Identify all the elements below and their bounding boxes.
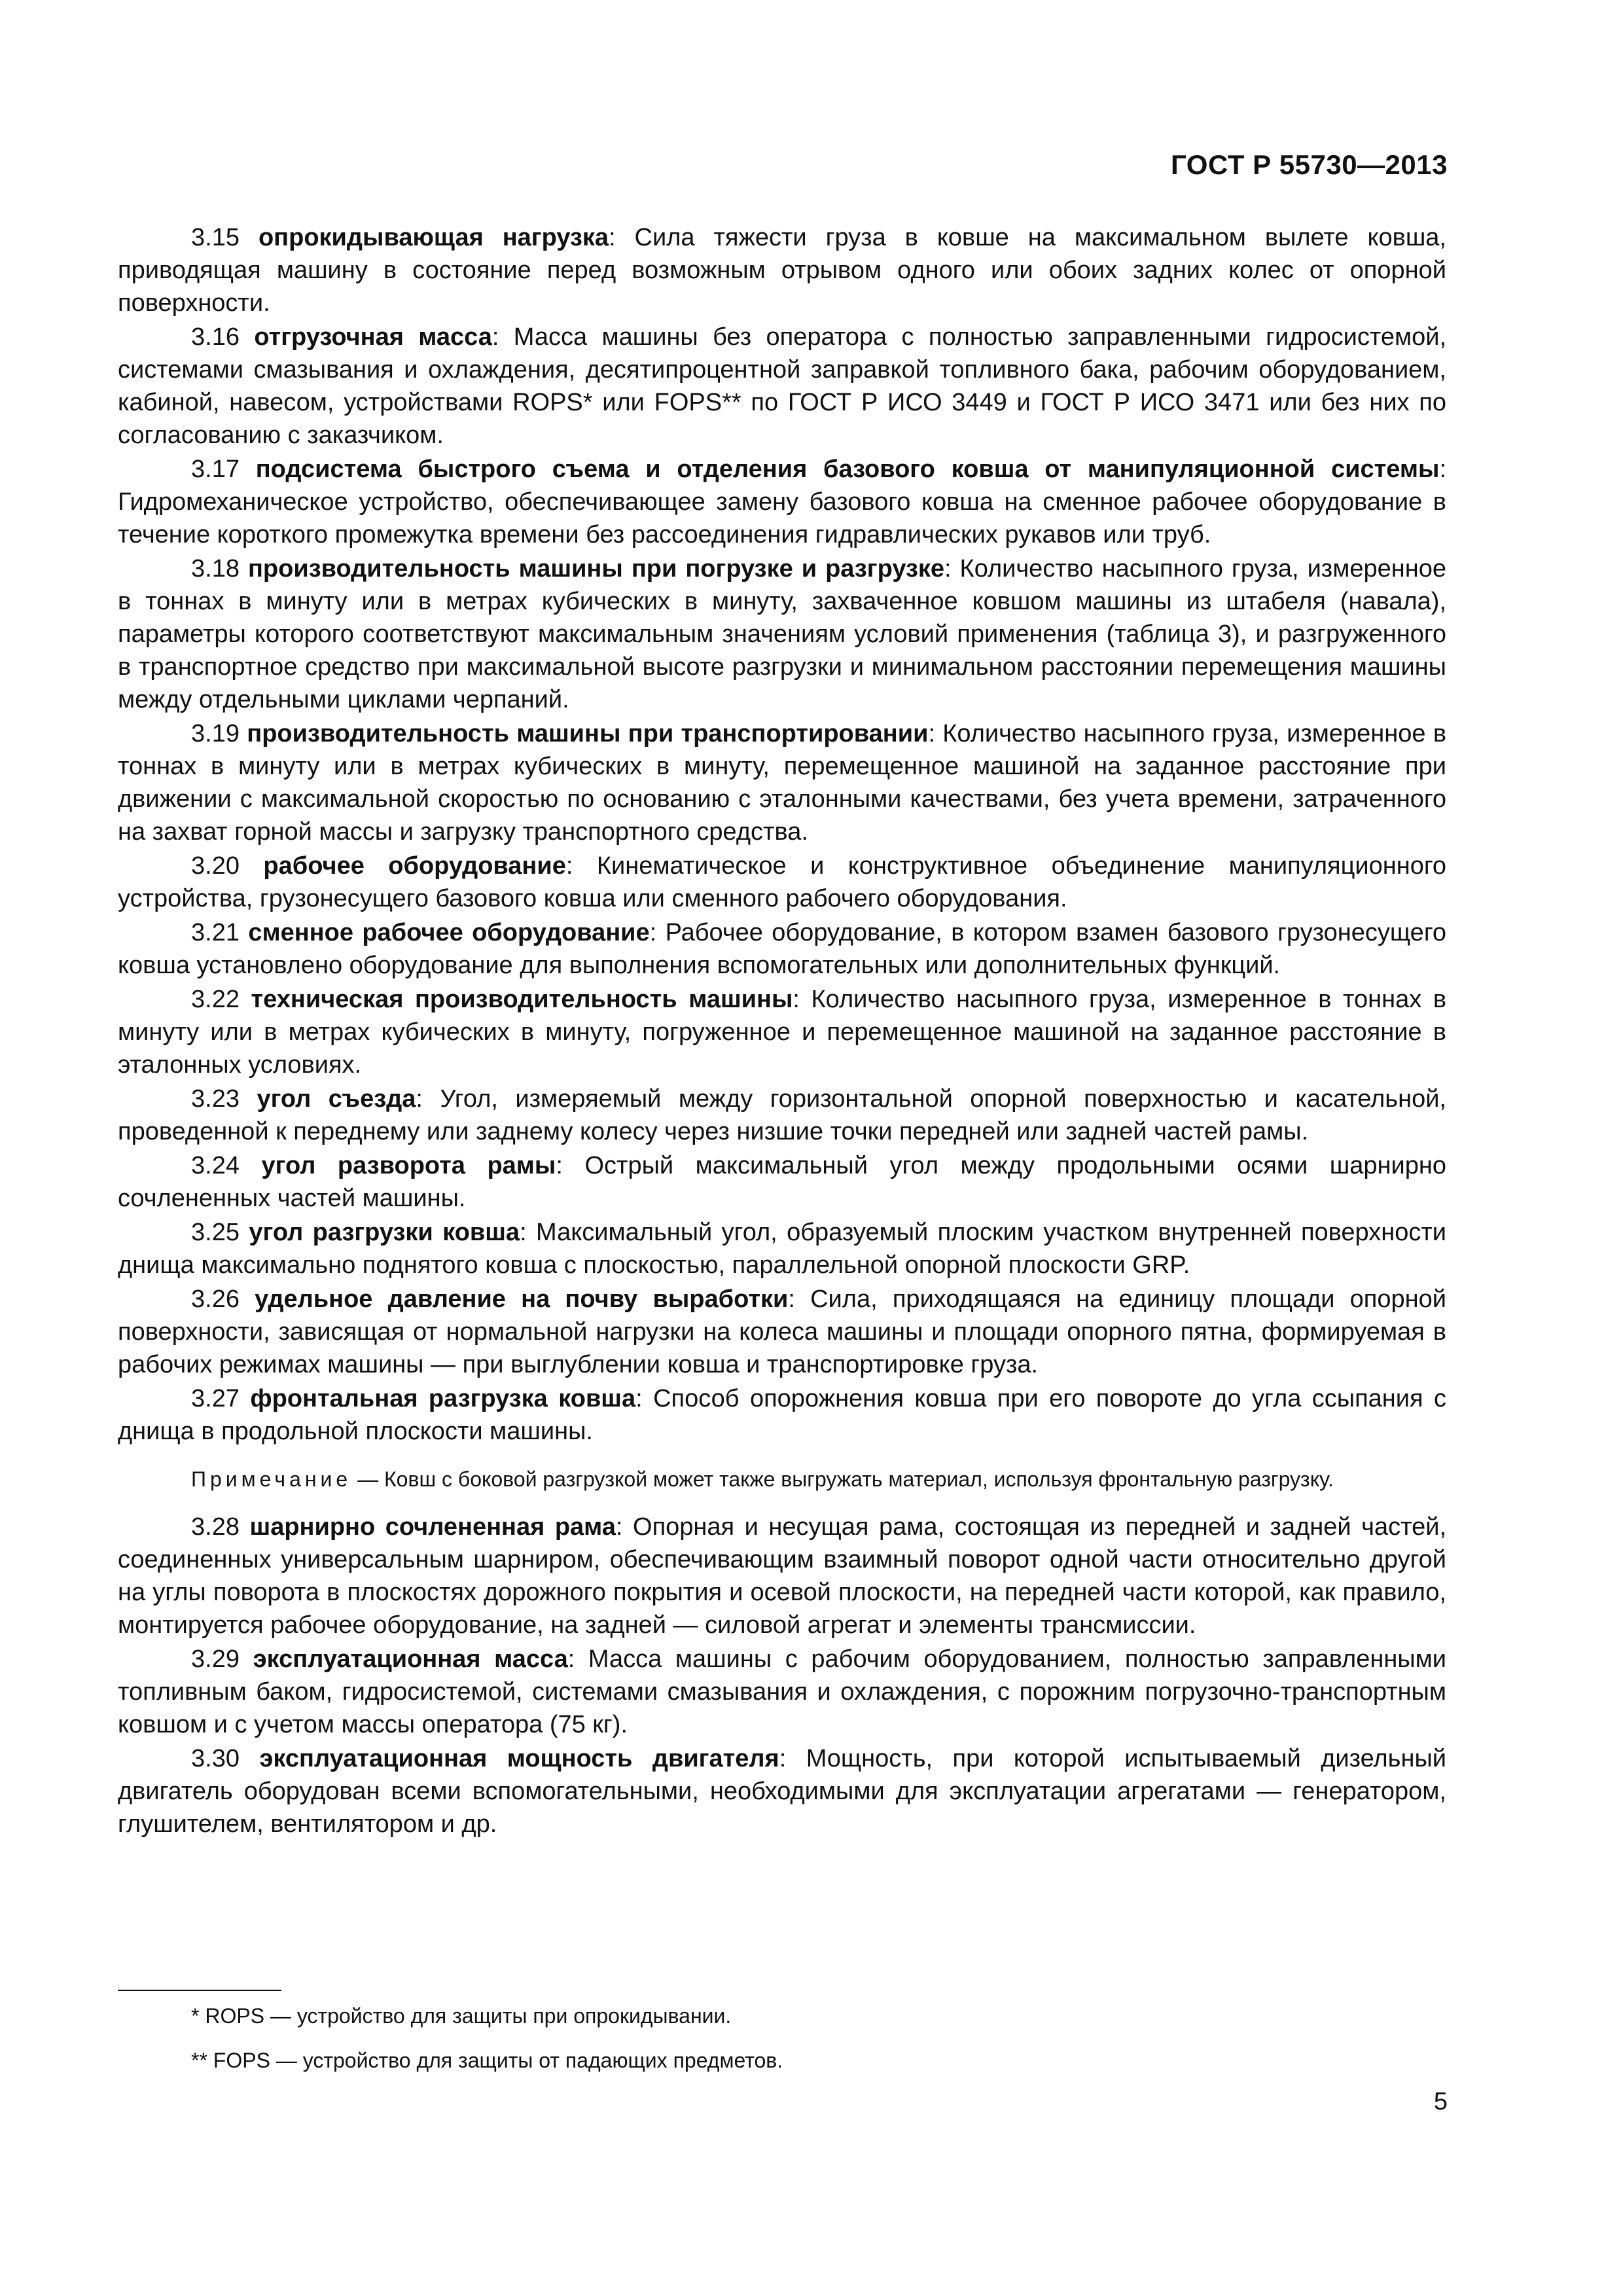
term-name: эксплуатационная мощность двигателя xyxy=(259,1745,779,1772)
term-definition: : Острый максимальный угол между продольными осями шарнирно сочлененных частей машины. xyxy=(118,1152,1446,1212)
term-definition: : Опорная и несущая рама, состоящая из передней и задней частей, соединенных универсальным шарниром, обеспечивающим взаимный поворот одной части относительно другой на углы поворота в плоскостях дорожного покрытия и осевой плоскости, на передней части которой, как правило, монтируется рабочее оборудование, на задней — силовой агрегат и элементы трансмиссии. xyxy=(118,1513,1446,1639)
term-definition: : Максимальный угол, образуемый плоским участком внутренней поверхности днища максимально поднятого ковша с плоскостью, параллельной опорной плоскости GRP. xyxy=(118,1219,1447,1279)
term-entry xyxy=(118,1643,1446,1741)
terms-list xyxy=(118,221,1446,1448)
term-number: 3.17 xyxy=(191,456,240,483)
term-entry xyxy=(118,983,1446,1081)
term-number: 3.21 xyxy=(191,919,240,946)
term-definition: : Количество насыпного груза, измеренное в тоннах в минуту или в метрах кубических в минуту, погруженное и перемещенное машиной на заданное расстояние в эталонных условиях. xyxy=(118,986,1447,1079)
term-name: угол разворота рамы xyxy=(261,1152,556,1179)
term-definition: : Сила, приходящаяся на единицу площади опорной поверхности, зависящая от нормальной нагрузки на колеса машины и площади опорного пятна, формируемая в рабочих режимах машины — при выглублении ковша и транспортировке груза. xyxy=(118,1285,1446,1378)
term-entry xyxy=(118,717,1446,848)
term-definition: : Количество насыпного груза, измеренное в тоннах в минуту или в метрах кубических в минуту, захваченное ковшом машины из штабеля (навала), параметры которого соответствуют максимальным значениям условий применения (таблица 3), и разгруженного в транспортное средство при максимальной высоте разгрузки и минимальном расстоянии перемещения машины между отдельными циклами черпаний. xyxy=(118,555,1446,713)
term-name: техническая производительность машины xyxy=(251,986,793,1013)
term-number: 3.16 xyxy=(191,323,240,351)
term-entry xyxy=(118,321,1446,452)
term-name: фронтальная разгрузка ковша xyxy=(250,1385,636,1412)
footnote xyxy=(118,2046,1446,2075)
page-number: 5 xyxy=(1433,2088,1448,2115)
terms-list-continued xyxy=(118,1511,1446,1840)
term-number: 3.19 xyxy=(191,720,240,747)
document-body xyxy=(118,221,1446,1842)
term-entry xyxy=(118,1083,1446,1148)
term-definition: : Рабочее оборудование, в котором взамен базового грузонесущего ковша установлено оборудование для выполнения вспомогательных или дополнительных функций. xyxy=(118,919,1446,979)
term-number: 3.28 xyxy=(191,1513,240,1541)
footnote-divider xyxy=(118,1990,281,1991)
term-entry xyxy=(118,453,1446,551)
term-entry xyxy=(118,1742,1446,1840)
term-name: производительность машины при погрузке и разгрузке xyxy=(247,555,944,583)
document-header: ГОСТ Р 55730—2013 xyxy=(1171,149,1448,180)
term-name: шарнирно сочлененная рама xyxy=(249,1513,616,1541)
term-entry xyxy=(118,1216,1446,1282)
term-entry xyxy=(118,1283,1446,1381)
term-number: 3.30 xyxy=(191,1745,240,1772)
footnote-text: FOPS — устройство для защиты от падающих предметов. xyxy=(213,2049,783,2072)
term-definition: : Кинематическое и конструктивное объединение манипуляционного устройства, грузонесущего базового ковша или сменного рабочего оборудования. xyxy=(118,852,1446,912)
footnote-mark: * xyxy=(191,2004,200,2028)
term-definition: : Мощность, при которой испытываемый дизельный двигатель оборудован всеми вспомогательными, необходимыми для эксплуатации агрегатами — генератором, глушителем, вентилятором и др. xyxy=(118,1745,1447,1838)
term-name: удельное давление на почву выработки xyxy=(255,1285,789,1313)
footnote-text: ROPS — устройство для защиты при опрокидывании. xyxy=(205,2004,732,2028)
term-number: 3.15 xyxy=(191,224,240,251)
term-entry xyxy=(118,916,1446,982)
term-definition: : Способ опорожнения ковша при его повороте до угла ссыпания с днища в продольной плоскости машины. xyxy=(118,1385,1446,1445)
term-definition: : Сила тяжести груза в ковше на максимальном вылете ковша, приводящая машину в состояние перед возможным отрывом одного или обоих задних колес от опорной поверхности. xyxy=(118,224,1446,317)
term-definition: : Гидромеханическое устройство, обеспечивающее замену базового ковша на сменное рабочее оборудование в течение короткого промежутка времени без рассоединения гидравлических рукавов или труб. xyxy=(118,456,1447,548)
note-text: — Ковш с боковой разгрузкой может также выгружать материал, используя фронтальную разгрузку. xyxy=(351,1467,1334,1491)
term-number: 3.23 xyxy=(191,1085,240,1113)
term-name: подсистема быстрого съема и отделения базового ковша от манипуляционной системы xyxy=(255,456,1440,483)
term-name: отгрузочная масса xyxy=(254,323,492,351)
term-entry xyxy=(118,1149,1446,1215)
term-entry xyxy=(118,221,1446,319)
term-name: опрокидывающая нагрузка xyxy=(258,224,609,251)
term-name: рабочее оборудование xyxy=(263,852,566,880)
term-definition: : Масса машины с рабочим оборудованием, полностью заправленными топливным баком, гидросистемой, системами смазывания и охлаждения, с порожним погрузочно-транспортным ковшом и с учетом массы оператора (75 кг). xyxy=(118,1645,1447,1738)
term-definition: : Угол, измеряемый между горизонтальной опорной поверхностью и касательной, проведенной к переднему или заднему колесу через низшие точки передней или задней частей рамы. xyxy=(118,1085,1446,1145)
term-definition: : Количество насыпного груза, измеренное в тоннах в минуту или в метрах кубических в минуту, перемещенное машиной на заданное расстояние при движении с максимальной скоростью по основанию с эталонными качествами, без учета времени, затраченного на захват горной массы и загрузку транспортного средства. xyxy=(118,720,1447,846)
term-definition: : Масса машины без оператора с полностью заправленными гидросистемой, системами смазывания и охлаждения, десятипроцентной заправкой топливного бака, рабочим оборудованием, кабиной, навесом, устройствами ROPS* или FOPS** по ГОСТ Р ИСО 3449 и ГОСТ Р ИСО 3471 или без них по согласованию с заказчиком. xyxy=(118,323,1447,449)
term-name: эксплуатационная масса xyxy=(253,1645,568,1673)
term-name: угол разгрузки ковша xyxy=(249,1219,520,1246)
note xyxy=(118,1465,1446,1494)
term-entry xyxy=(118,850,1446,915)
term-number: 3.22 xyxy=(191,986,240,1013)
term-number: 3.26 xyxy=(191,1285,240,1313)
footnotes xyxy=(118,1990,1446,2090)
footnote xyxy=(118,2001,1446,2030)
term-name: угол съезда xyxy=(257,1085,416,1113)
term-number: 3.29 xyxy=(191,1645,240,1673)
term-name: производительность машины при транспортировании xyxy=(247,720,929,747)
term-number: 3.20 xyxy=(191,852,240,880)
term-number: 3.18 xyxy=(191,555,240,583)
term-entry xyxy=(118,552,1446,716)
term-number: 3.24 xyxy=(191,1152,240,1179)
term-number: 3.25 xyxy=(191,1219,240,1246)
term-entry xyxy=(118,1511,1446,1641)
note-label: Примечание xyxy=(191,1467,352,1491)
term-entry xyxy=(118,1382,1446,1448)
footnote-mark: ** xyxy=(191,2049,207,2072)
term-number: 3.27 xyxy=(191,1385,240,1412)
term-name: сменное рабочее оборудование xyxy=(248,919,650,946)
